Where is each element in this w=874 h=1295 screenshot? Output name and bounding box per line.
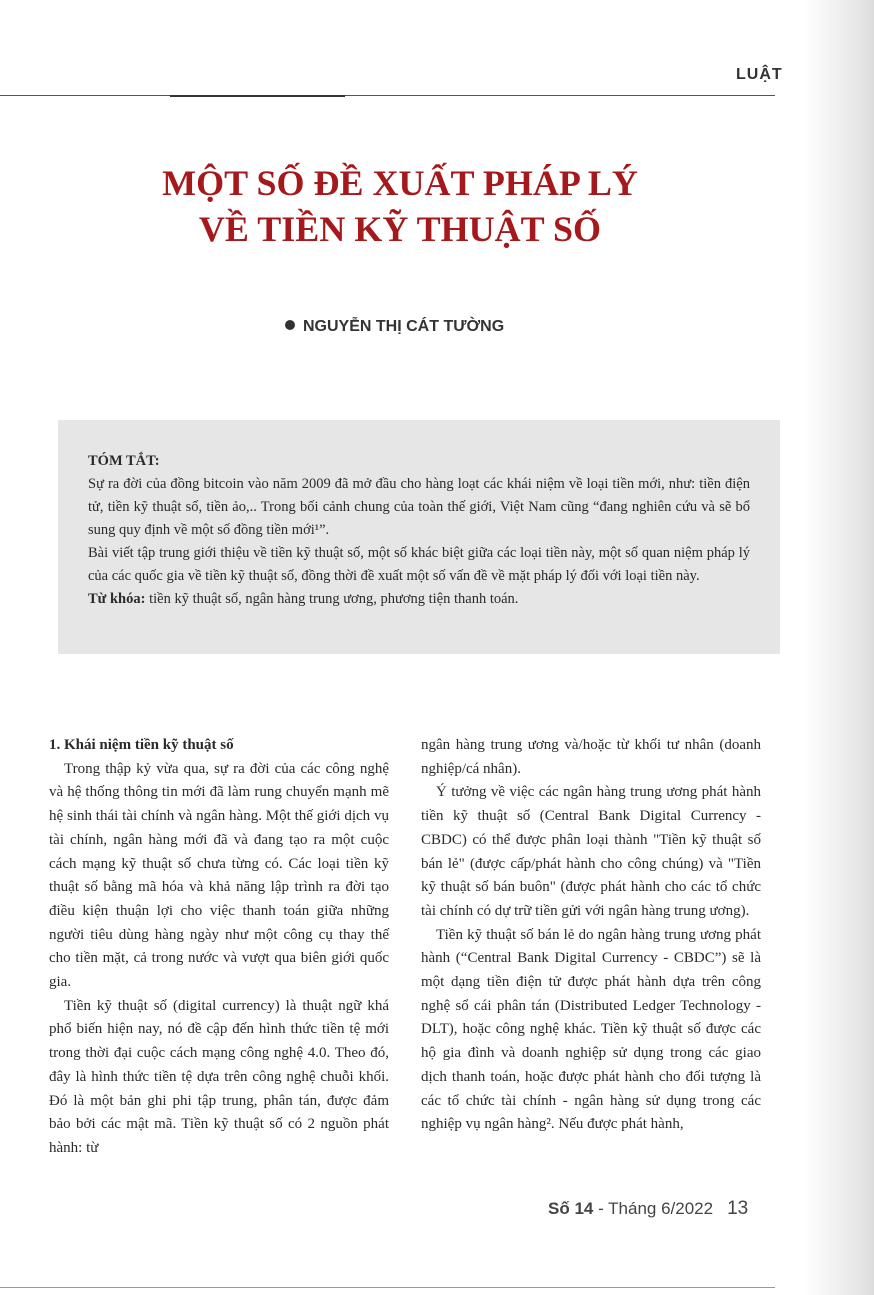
left-column — [49, 734, 389, 1161]
header-rule-accent — [170, 95, 345, 97]
issue-number: Số 14 — [548, 1199, 594, 1218]
abstract-heading: TÓM TẮT: — [88, 453, 160, 469]
body-paragraph: ngân hàng trung ương và/hoặc từ khối tư nhân (doanh nghiệp/cá nhân). — [421, 737, 761, 777]
abstract-paragraph-1: Sự ra đời của đồng bitcoin vào năm 2009 đã mở đầu cho hàng loạt các khái niệm về loại tiền mới, như: tiền điện tử, tiền kỹ thuật số, tiền ảo,.. Trong bối cảnh chung của toàn thế giới, Việt Nam cũng “đang nghiên cứu và sẽ bổ sung quy định về một số đồng tiền mới¹”. — [88, 476, 750, 538]
page-footer — [548, 1198, 748, 1220]
body-paragraph: Tiền kỹ thuật số bán lẻ do ngân hàng trung ương phát hành (“Central Bank Digital Currency - CBDC”) sẽ là một dạng tiền điện tử được phát hành dựa trên công nghệ sổ cái phân tán (Distributed Ledger Technology - DLT), hoặc công nghệ khác. Tiền kỹ thuật số được các hộ gia đình và doanh nghiệp sử dụng trong các giao dịch thanh toán, hoặc được phát hành cho đối tượng là các tổ chức tài chính - ngân hàng sử dụng trong các nghiệp vụ ngân hàng². Nếu được phát hành, — [421, 926, 761, 1133]
section-heading: 1. Khái niệm tiền kỹ thuật số — [49, 737, 234, 753]
article-title — [90, 160, 710, 252]
issue-date: - Tháng 6/2022 — [593, 1199, 714, 1218]
abstract-content — [88, 450, 750, 611]
header-rule — [0, 95, 775, 96]
abstract-paragraph-2: Bài viết tập trung giới thiệu về tiền kỹ thuật số, một số khác biệt giữa các loại tiền này, một số quan niệm pháp lý của các quốc gia về tiền kỹ thuật số, đồng thời đề xuất một số vấn đề về mặt pháp lý đối với loại tiền này. — [88, 545, 750, 584]
abstract-box — [58, 420, 780, 654]
title-line-1: MỘT SỐ ĐỀ XUẤT PHÁP LÝ — [162, 163, 638, 203]
body-paragraph: Trong thập kỷ vừa qua, sự ra đời của các công nghệ và hệ thống thông tin mới đã làm rung chuyển mạnh mẽ hệ sinh thái tài chính và ngân hàng. Một thế giới dịch vụ tài chính, ngân hàng mới đã và đang tạo ra một cuộc cách mạng kỹ thuật số chưa từng có. Các loại tiền kỹ thuật số bằng mã hóa và khả năng lập trình ra đời tạo điều kiện thuận lợi cho việc thanh toán giữa những người tiêu dùng hàng ngày như một công cụ thay thế cho tiền mặt, cả trong nước và vượt qua biên giới quốc gia. — [49, 760, 389, 991]
section-tag: LUẬT — [736, 66, 783, 83]
body-paragraph: Tiền kỹ thuật số (digital currency) là thuật ngữ khá phổ biến hiện nay, nó đề cập đến hình thức tiền tệ mới trong thời đại cuộc cách mạng công nghệ 4.0. Theo đó, đây là hình thức tiền tệ dựa trên công nghệ chuỗi khối. Đó là một bản ghi phi tập trung, phân tán, được đảm bảo bởi các mật mã. Tiền kỹ thuật số có 2 nguồn phát hành: từ — [49, 997, 389, 1156]
title-line-2: VỀ TIỀN KỸ THUẬT SỐ — [198, 209, 602, 249]
body-paragraph: Ý tưởng về việc các ngân hàng trung ương phát hành tiền kỹ thuật số (Central Bank Digital Currency - CBDC) có thể được phân loại thành "Tiền kỹ thuật số bán lẻ" (được cấp/phát hành cho công chúng) và "Tiền kỹ thuật số bán buôn" (được phát hành cho các tổ chức tài chính có dự trữ tiền gửi với ngân hàng trung ương). — [421, 784, 761, 919]
keywords-text: tiền kỹ thuật số, ngân hàng trung ương, phương tiện thanh toán. — [149, 591, 519, 607]
page-edge-shadow — [804, 0, 874, 1295]
author-byline — [285, 318, 504, 336]
right-column — [421, 734, 761, 1137]
page-number: 13 — [727, 1198, 749, 1219]
footer-rule — [0, 1287, 775, 1288]
bullet-icon — [285, 320, 295, 330]
author-name: NGUYỄN THỊ CÁT TƯỜNG — [303, 318, 505, 335]
abstract-keywords — [88, 588, 750, 611]
keywords-label: Từ khóa: — [88, 591, 146, 607]
